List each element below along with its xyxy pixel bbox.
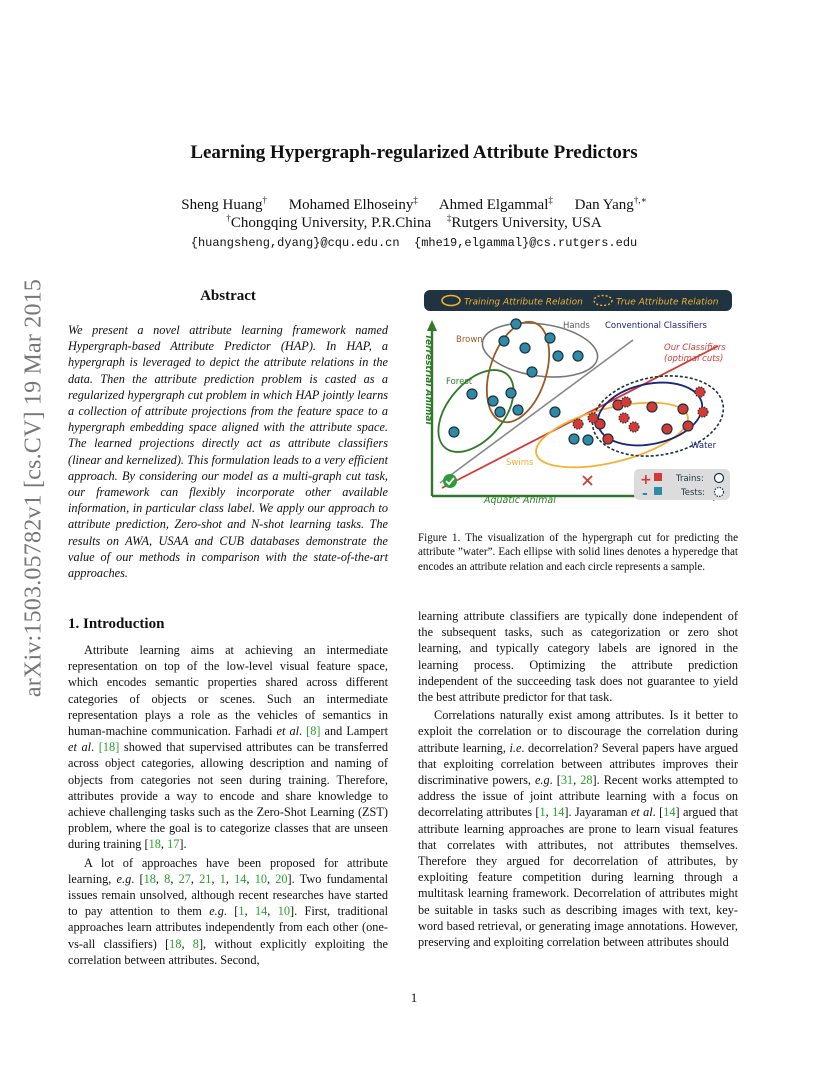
train-sample-icon [715,474,724,483]
text-run: Correlations naturally exist among attributes. Is it better to exploit the correlation or to discourage the correlation during attribute learning, [418,708,738,755]
citation-link[interactable]: 18 [148,837,161,852]
positive-swatch [654,473,662,481]
test-sample-icon [715,488,724,497]
swims-label: Swims [506,458,534,468]
paper-title: Learning Hypergraph-regularized Attribute Predictors [190,142,638,163]
author-name: Sheng Huang [181,197,263,213]
email: {mhe19,elgammal}@cs.rutgers.edu [414,236,638,250]
citation-link[interactable]: 18 [169,936,182,951]
text-run: . [ [652,805,664,820]
text-run: and Lampert [320,724,389,739]
citation-link[interactable]: 17 [167,837,180,852]
legend-true-label: True Attribute Relation [616,297,719,308]
negative-mark: - [642,486,648,502]
affiliation: Rutgers University, USA [451,215,602,231]
text-run: learning attribute classifiers are typically done independent of the subsequent tasks, such as categorization or zero shot learning, and typically category labels are ignored in the learning process. Optimizing the attribute prediction independent of the succeeding task does not guarantee to yield the best attribute predictor for that task. [418,609,738,705]
figure-1-caption: Figure 1. The visualization of the hypergraph cut for predicting the attribute ”water”. Each ellipse with solid lines denotes a hyperedge that encodes an attribute relation and each circle represents a sample. [418,532,738,573]
negative-swatch [654,487,662,495]
text-run: , [211,871,220,886]
text-run: ]. [179,837,187,852]
text-run: ]. Two fundamental issues remain unsolved, although recent researches have started to pay attention to them [68,871,388,919]
citation-link[interactable]: 31 [560,773,574,788]
text-run: . [299,724,307,739]
author-block [0,196,828,232]
citation-link[interactable]: [8] [306,724,321,739]
text-run: , [190,871,200,886]
citation-link[interactable]: 8 [192,936,199,951]
citation-link[interactable]: 28 [580,773,593,788]
text-run: e.g [209,904,224,919]
cross-icon [583,476,592,485]
text-run: , [244,904,255,919]
y-axis-label: Terrestrial Animal [423,334,433,425]
brown-label: Brown [456,335,483,345]
text-run: . [ [131,871,144,886]
text-run: A lot of approaches have been proposed for attribute learning, [68,855,388,886]
text-run: , [246,871,255,886]
citation-link[interactable]: 8 [164,871,171,886]
forest-label: Forest [446,377,473,387]
citation-link[interactable]: 14 [234,871,247,886]
affiliation-mark: ‡ [446,213,452,223]
intro-paragraph-1 [68,642,388,853]
citation-link[interactable]: 10 [277,904,290,919]
positive-mark: + [640,472,652,488]
text-run: e.g [534,773,550,788]
affiliation-list [0,214,828,232]
text-run: , [225,871,235,886]
text-run: , [545,805,553,820]
text-run: showed that supervised attributes can be transferred across object categories, allowing description and naming of objects from categories not seen during training. Therefore, attributes provide a way to encode and share knowledge to achieve challenging tasks such as the Zero-Shot Learning (ZST) problem, where the goal is to categorize classes that are unseen during training [ [68,740,389,852]
text-run: e.g [116,871,132,886]
introduction-heading: 1. Introduction [68,616,165,632]
citation-link[interactable]: 10 [254,871,267,886]
figure-1 [418,288,738,512]
check-icon [443,474,457,488]
affiliation: Chongqing University, P.R.China [230,215,432,231]
author-mark: ‡ [548,195,553,205]
text-run: Attribute learning aims at achieving an intermediate representation on top of the low-level visual feature space, which encodes semantic properties shared across different categories of objects or scenes. Such an intermediate representation plays a role as the vehicles of semantics in human-machine communication. Farhadi [68,643,388,739]
text-run: . [ [549,773,561,788]
text-run: , [170,871,179,886]
email: {huangsheng,dyang}@cqu.edu.cn [190,236,400,250]
text-run: , [573,773,581,788]
text-run: et al [68,740,92,755]
text-run: , [155,871,165,886]
intro-paragraph-2 [68,855,388,968]
text-run: , [160,837,168,852]
abstract-text: We present a novel attribute learning framework named Hypergraph-based Attribute Predictor (HAP). In HAP, a hypergraph is leveraged to depict the attribute relations in the data. Then the attribute prediction problem is casted as a regularized hypergraph cut problem in which HAP jointly learns a collection of attribute projections from the feature space to a hypergraph embedding space aligned with the attribute space. The learned projections directly act as attribute classifiers (linear and kernelized). This formulation leads to a very efficient approach. By considering our model as a multi-graph cut task, our framework can flexibly incorporate other available information, in particular class label. We apply our approach to attribute prediction, Zero-shot and N-shot learning tasks. The results on AWA, USAA and CUB databases demonstrate the value of our methods in comparison with the state-of-the-art approaches. [68,323,388,581]
left-column-body [68,642,388,968]
citation-link[interactable]: 20 [275,871,288,886]
text-run: et al [276,724,300,739]
text-run: et al [630,805,653,820]
text-run: , [267,904,278,919]
text-run: . [ [223,904,239,919]
x-axis-label: Aquatic Animal [484,495,556,506]
conventional-classifiers-label: Conventional Classifiers [605,321,707,331]
text-run: , [266,871,276,886]
swims-hyperedge [530,390,694,480]
citation-link[interactable]: 1 [219,871,226,886]
text-run: . [91,740,99,755]
our-classifiers-label: Our Classifiers [664,343,726,353]
tests-label: Tests: [681,488,706,498]
optimal-cuts-label: (optimal cuts) [664,354,724,364]
author-name: Mohamed Elhoseiny [288,197,414,213]
text-run: ]. Recent works attempted to address the issue of joint attribute learning with a focus on decorrelating attributes [ [418,773,738,820]
citation-link[interactable]: 18 [143,871,156,886]
citation-link[interactable]: 14 [552,805,565,820]
citation-link[interactable]: 21 [199,871,212,886]
page-number: 1 [410,990,418,1005]
citation-link[interactable]: 27 [178,871,191,886]
y-axis-arrow [427,320,437,331]
text-run: , [181,936,193,951]
citation-link[interactable]: 1 [539,805,546,820]
water-label: Water [691,441,717,451]
author-name: Ahmed Elgammal [438,197,549,213]
author-name: Dan Yang [574,197,634,213]
affiliation-mark: † [226,213,231,223]
trains-label: Trains: [676,474,704,484]
text-run: ] argued that attribute learning approaches are prone to learn visual features that correlates with attributes, not attributes themselves. Therefore they argued for decorrelation of attributes, by exploiting feature competition during learning through a multitask learning framework. Decorrelation of attributes might be suitable in tasks such as describing images with text, key-word based retrieval, or generating image annotations. However, preserving and exploiting correlation between attributes should [418,805,739,950]
citation-link[interactable]: 14 [663,805,676,820]
abstract-heading: Abstract [200,288,256,304]
intro-paragraph-3 [418,608,738,705]
author-mark: † [262,195,268,205]
citation-link[interactable]: 14 [254,904,268,919]
hands-label: Hands [563,321,590,331]
citation-link[interactable]: 1 [238,904,245,919]
arxiv-watermark: arXiv:1503.05782v1 [cs.CV] 19 Mar 2015 [20,278,47,698]
email-line [0,236,828,250]
text-run: ], without explicitly exploiting the correlation between attributes. Second, [68,936,389,967]
author-mark: †,∗ [633,195,647,205]
right-column-body [418,608,738,950]
text-run: ]. Jayaraman [564,805,631,820]
citation-link[interactable]: [18] [98,740,120,755]
author-list [0,196,828,214]
text-run: ]. First, traditional approaches learn attributes independently from each other (one-vs-all classifiers) [ [68,904,389,951]
text-run: . decorrelation? Several papers have argued that exploiting correlation between attributes improves their discriminative powers, [418,740,738,788]
author-mark: ‡ [413,195,418,205]
conventional-classifier-line [440,340,633,483]
text-run: i.e [509,740,522,755]
legend-training-label: Training Attribute Relation [464,297,583,308]
intro-paragraph-4 [418,707,738,950]
